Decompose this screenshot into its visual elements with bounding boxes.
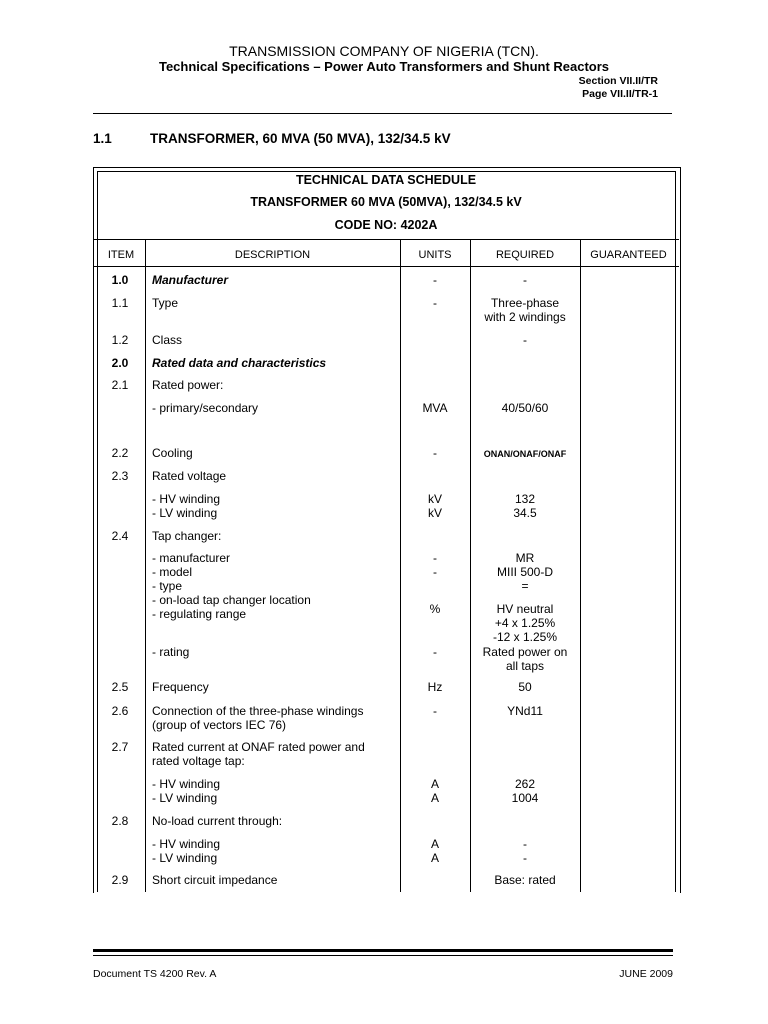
row-item-number: 2.1 — [111, 378, 129, 392]
row-description: - primary/secondary — [152, 401, 259, 415]
row-description: - rating — [152, 645, 190, 659]
section-number: 1.1 — [93, 131, 112, 146]
row-description: Connection of the three-phase windings (group of vectors IEC 76) — [152, 704, 364, 732]
row-item-number: 1.0 — [111, 273, 129, 287]
row-description: - HV winding - LV winding — [152, 837, 221, 865]
column-header-item: ITEM — [107, 249, 135, 261]
row-description: Rated current at ONAF rated power and rated voltage tap: — [152, 740, 365, 768]
row-description: Class — [152, 333, 183, 347]
row-description: Type — [152, 296, 179, 310]
table-inner-border-right — [675, 171, 676, 892]
row-units: kV kV — [427, 492, 442, 520]
row-units: Hz — [427, 680, 443, 694]
column-header-description: DESCRIPTION — [234, 249, 311, 261]
row-item-number: 1.2 — [111, 333, 129, 347]
header-divider — [93, 113, 672, 114]
schedule-subtitle: TRANSFORMER 60 MVA (50MVA), 132/34.5 kV — [250, 195, 522, 209]
row-required-value: - — [523, 333, 527, 347]
row-units: - — [433, 296, 437, 310]
section-reference: Section VII.II/TR — [578, 75, 658, 87]
row-required-value: Three-phase with 2 windings — [484, 296, 566, 324]
column-header-units: UNITS — [418, 249, 452, 261]
row-units: % — [429, 602, 441, 616]
row-description: Frequency — [152, 680, 209, 694]
row-item-number: 2.7 — [111, 740, 129, 754]
column-header-guaranteed: GUARANTEED — [590, 249, 667, 261]
schedule-title: TECHNICAL DATA SCHEDULE — [295, 173, 477, 187]
table-inner-border-top — [97, 171, 675, 172]
row-units: A A — [430, 837, 439, 865]
row-units: MVA — [422, 401, 448, 415]
row-item-number: 2.4 — [111, 529, 129, 543]
header-row-top-border — [93, 239, 679, 240]
col-divider — [145, 266, 146, 892]
row-item-number: 2.2 — [111, 446, 129, 460]
row-required-value: Base: rated — [494, 873, 556, 887]
row-required-value: YNd11 — [507, 704, 543, 718]
row-item-number: 2.9 — [111, 873, 129, 887]
document-date: JUNE 2009 — [619, 968, 673, 980]
row-description: Rated power: — [152, 378, 224, 392]
row-description: Manufacturer — [152, 273, 229, 287]
row-units: - - — [433, 551, 437, 579]
row-description: No-load current through: — [152, 814, 283, 828]
column-header-required: REQUIRED — [495, 249, 555, 261]
row-item-number: 2.5 — [111, 680, 129, 694]
row-required-value: 132 34.5 — [513, 492, 537, 520]
document-number: Document TS 4200 Rev. A — [93, 968, 217, 980]
spec-subtitle: Technical Specifications – Power Auto Transformers and Shunt Reactors — [158, 59, 610, 74]
row-description: - HV winding - LV winding — [152, 777, 221, 805]
row-item-number: 2.6 — [111, 704, 129, 718]
row-item-number: 2.3 — [111, 469, 129, 483]
header-row-bottom-border — [93, 266, 679, 267]
row-description: Rated voltage — [152, 469, 227, 483]
row-units: - — [433, 645, 437, 659]
row-item-number: 1.1 — [111, 296, 129, 310]
row-required-value: ONAN/ONAF/ONAF — [483, 449, 567, 459]
row-units: - — [433, 704, 437, 718]
company-title: TRANSMISSION COMPANY OF NIGERIA (TCN). — [229, 43, 539, 59]
col-divider — [580, 266, 581, 892]
row-required-value: - - — [523, 837, 527, 865]
row-description: - HV winding - LV winding — [152, 492, 221, 520]
row-units: A A — [430, 777, 439, 805]
row-required-value: 50 — [518, 680, 532, 694]
section-title: TRANSFORMER, 60 MVA (50 MVA), 132/34.5 kV — [150, 131, 451, 146]
row-units: - — [433, 273, 437, 287]
row-item-number: 2.8 — [111, 814, 129, 828]
row-required-value: 40/50/60 — [501, 401, 549, 415]
row-required-value: - — [523, 273, 527, 287]
row-description: Rated data and characteristics — [152, 356, 327, 370]
row-description: Short circuit impedance — [152, 873, 278, 887]
schedule-code: CODE NO: 4202A — [334, 218, 438, 232]
row-description: Tap changer: — [152, 529, 222, 543]
row-required-value: Rated power on all taps — [482, 645, 568, 673]
page-reference: Page VII.II/TR-1 — [582, 88, 658, 100]
row-required-value: MR MIII 500-D = — [496, 551, 553, 593]
row-item-number: 2.0 — [111, 356, 129, 370]
footer-divider-thick — [93, 949, 673, 952]
row-required-value: 262 1004 — [511, 777, 539, 805]
row-description: - manufacturer - model - type - on-load tap changer location - regulating range — [152, 551, 311, 621]
footer-divider-thin — [93, 955, 673, 956]
row-units: - — [433, 446, 437, 460]
row-description: Cooling — [152, 446, 193, 460]
row-required-value: HV neutral +4 x 1.25% -12 x 1.25% — [492, 602, 558, 644]
